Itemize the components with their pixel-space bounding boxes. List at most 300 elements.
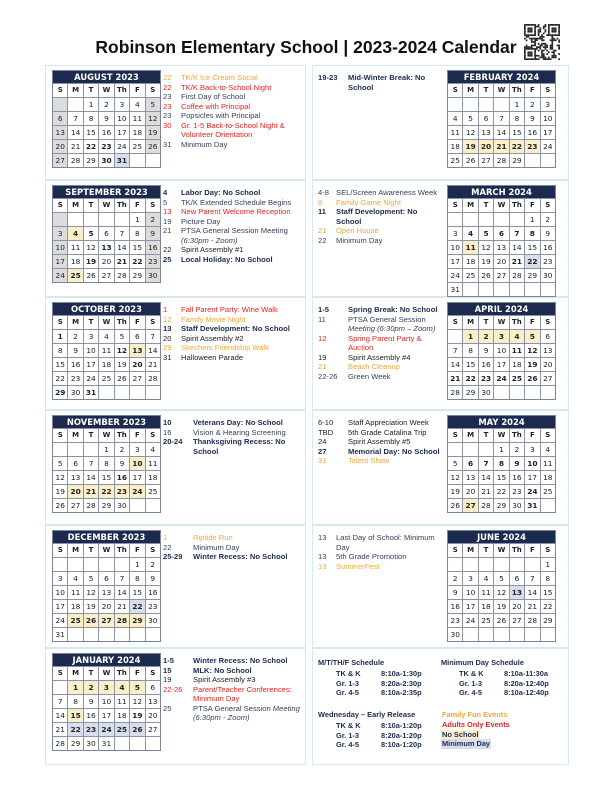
weekday-header: Th [115, 316, 129, 329]
day-cell [448, 443, 462, 456]
weekday-header: T [479, 316, 493, 329]
day-cell: 21 [525, 600, 539, 613]
day-cell [494, 283, 508, 296]
day-cell: 18 [146, 471, 160, 484]
event-date: 22 [163, 542, 172, 552]
weekday-header: T [84, 199, 98, 212]
day-cell: 23 [479, 372, 493, 385]
day-cell: 3 [99, 681, 113, 694]
weekday-header: Th [115, 667, 129, 680]
event-text: Winter Recess: No School [193, 656, 288, 665]
day-cell [99, 386, 113, 399]
day-cell: 5 [448, 457, 462, 470]
legend-no-school: No School [442, 729, 479, 739]
weekday-header: F [130, 429, 144, 442]
day-cell: 27 [53, 154, 67, 167]
event-list [163, 533, 301, 562]
day-cell: 19 [448, 485, 462, 498]
day-cell: 6 [99, 227, 113, 240]
month-calendar [52, 302, 161, 400]
day-cell: 9 [99, 112, 113, 125]
event-item [318, 418, 442, 428]
weekday-header: Th [510, 199, 524, 212]
day-cell: 10 [53, 241, 67, 254]
weekday-header: M [463, 544, 477, 557]
event-text: Last Day of School: Minimum Day [336, 533, 435, 552]
event-list [163, 305, 301, 362]
day-cell: 2 [525, 98, 539, 111]
day-cell: 30 [448, 628, 462, 641]
event-item [318, 334, 442, 353]
day-cell: 13 [146, 695, 160, 708]
event-title [181, 83, 301, 93]
day-cell: 17 [463, 600, 477, 613]
weekday-header: S [541, 544, 555, 557]
day-cell: 13 [99, 586, 113, 599]
day-cell: 10 [53, 586, 67, 599]
day-cell: 22 [99, 485, 113, 498]
event-title [181, 140, 301, 150]
day-cell: 22 [68, 723, 82, 736]
schedule-row: TK & K 8:10a-1:30p [336, 668, 422, 678]
event-title [348, 428, 442, 438]
day-cell: 2 [479, 330, 493, 343]
day-cell: 17 [541, 126, 555, 139]
day-cell: 12 [463, 126, 477, 139]
day-cell: 25 [541, 485, 555, 498]
weekday-header: M [68, 667, 82, 680]
event-text: PTSA General Session Meeting [181, 226, 288, 235]
month-section [45, 648, 306, 765]
event-title [336, 552, 442, 562]
day-cell [479, 283, 493, 296]
calendar-grid [448, 428, 555, 512]
day-cell: 22 [541, 600, 555, 613]
event-date: 4 [163, 188, 168, 197]
event-date: 31 [163, 352, 172, 362]
weekday-header: Th [510, 84, 524, 97]
event-date: 21 [318, 226, 327, 235]
day-cell [68, 98, 82, 111]
day-cell: 12 [84, 241, 98, 254]
calendar-grid [448, 198, 555, 296]
day-cell: 1 [99, 443, 113, 456]
day-cell [130, 737, 144, 750]
day-cell: 2 [510, 443, 524, 456]
event-list [163, 656, 301, 723]
day-cell: 17 [448, 255, 462, 268]
event-text: MLK: No School [193, 665, 252, 675]
event-text: Winter Recess: No School [193, 552, 288, 561]
day-cell: 4 [479, 572, 493, 585]
day-cell: 20 [68, 485, 82, 498]
event-date: 19 [318, 352, 327, 362]
day-cell: 30 [510, 499, 524, 512]
day-cell: 31 [99, 737, 113, 750]
day-cell [525, 386, 539, 399]
event-item [318, 236, 442, 246]
day-cell: 26 [146, 140, 160, 153]
day-cell: 17 [115, 126, 129, 139]
event-item [318, 552, 442, 562]
weekday-header: S [146, 429, 160, 442]
day-cell [479, 98, 493, 111]
day-cell: 9 [525, 112, 539, 125]
weekday-header: F [130, 667, 144, 680]
day-cell: 30 [84, 737, 98, 750]
day-cell: 7 [115, 572, 129, 585]
event-title [181, 315, 301, 325]
day-cell: 27 [541, 372, 555, 385]
day-cell: 25 [115, 723, 129, 736]
event-list [318, 188, 442, 245]
event-title [193, 533, 301, 543]
event-item [318, 456, 442, 466]
day-cell: 27 [479, 154, 493, 167]
day-cell: 28 [525, 614, 539, 627]
day-cell: 8 [99, 457, 113, 470]
day-cell: 21 [479, 485, 493, 498]
day-cell: 8 [68, 695, 82, 708]
weekday-header: T [84, 84, 98, 97]
day-cell: 14 [53, 709, 67, 722]
event-list [163, 188, 301, 264]
day-cell: 25 [146, 485, 160, 498]
event-item [318, 198, 442, 208]
day-cell: 23 [510, 485, 524, 498]
day-cell: 1 [525, 213, 539, 226]
event-item [163, 188, 301, 198]
day-cell: 31 [53, 628, 67, 641]
weekday-header: M [463, 316, 477, 329]
day-cell: 26 [84, 269, 98, 282]
day-cell: 20 [510, 600, 524, 613]
day-cell: 15 [53, 358, 67, 371]
day-cell: 16 [99, 126, 113, 139]
day-cell: 10 [541, 112, 555, 125]
event-date: 22-26 [163, 684, 183, 694]
day-cell: 26 [115, 372, 129, 385]
day-cell: 9 [448, 586, 462, 599]
month-calendar [447, 185, 556, 297]
legend-family-events: Family Fun Events [442, 710, 508, 719]
event-text: 5th Grade Promotion [336, 552, 407, 561]
schedule-legend-box [312, 648, 569, 765]
day-cell: 11 [68, 241, 82, 254]
day-cell: 16 [525, 126, 539, 139]
day-cell [510, 386, 524, 399]
day-cell: 14 [68, 126, 82, 139]
day-cell: 18 [68, 600, 82, 613]
event-text: Minimum Day [336, 235, 383, 245]
event-date: 25-29 [163, 552, 183, 561]
day-cell: 24 [115, 140, 129, 153]
day-cell [541, 386, 555, 399]
weekday-header: M [463, 429, 477, 442]
event-text: Spirit Assembly #3 [193, 675, 256, 684]
day-cell [448, 98, 462, 111]
event-date: 4-8 [318, 188, 329, 197]
day-cell [84, 558, 98, 571]
event-text: PTSA General Session [348, 314, 426, 324]
event-text: New Parent Welcome Reception [181, 207, 291, 216]
day-cell: 10 [525, 457, 539, 470]
day-cell: 12 [146, 112, 160, 125]
event-item [163, 685, 301, 704]
day-cell: 2 [68, 330, 82, 343]
day-cell: 19 [146, 126, 160, 139]
day-cell: 24 [541, 140, 555, 153]
day-cell: 14 [146, 344, 160, 357]
weekday-header: F [525, 84, 539, 97]
event-item [163, 666, 301, 676]
event-text: Skechers Friendship Walk [181, 343, 269, 352]
event-list [318, 73, 442, 92]
month-section [45, 180, 306, 297]
weekday-header: W [494, 544, 508, 557]
event-list [318, 533, 442, 571]
day-cell: 15 [525, 241, 539, 254]
event-text: Vision & Hearing Screening [193, 427, 286, 437]
weekday-header: F [130, 199, 144, 212]
event-text: Riptide Run [193, 533, 233, 542]
day-cell [99, 213, 113, 226]
event-item [163, 334, 301, 344]
event-item [163, 92, 301, 102]
event-date: 13 [163, 324, 172, 333]
event-text: Parent/Teacher Conferences: Minimum Day [193, 684, 292, 703]
day-cell: 22 [494, 485, 508, 498]
day-cell: 23 [146, 600, 160, 613]
day-cell: 14 [115, 241, 129, 254]
day-cell: 27 [99, 269, 113, 282]
day-cell: 11 [448, 126, 462, 139]
schedule-row: Gr. 1-3 8:20a-1:20p [336, 730, 422, 740]
day-cell: 16 [84, 709, 98, 722]
day-cell: 8 [510, 112, 524, 125]
day-cell: 29 [68, 737, 82, 750]
day-cell: 29 [463, 386, 477, 399]
month-title: OCTOBER 2023 [53, 303, 160, 315]
day-cell [53, 443, 67, 456]
day-cell: 21 [494, 140, 508, 153]
event-item [163, 217, 301, 227]
weekday-header: S [541, 316, 555, 329]
event-title [348, 372, 442, 382]
event-text: Popsicles with Principal [181, 111, 261, 120]
day-cell: 17 [525, 471, 539, 484]
weekday-header: M [68, 84, 82, 97]
event-date: 11 [318, 314, 326, 324]
day-cell: 25 [463, 269, 477, 282]
month-calendar [52, 185, 161, 283]
day-cell [99, 628, 113, 641]
day-cell: 28 [448, 386, 462, 399]
event-date: 27 [318, 446, 327, 456]
event-text: Spirit Assembly #4 [348, 352, 411, 362]
event-title [348, 362, 442, 372]
day-cell: 21 [448, 372, 462, 385]
event-title [193, 675, 301, 685]
day-cell: 6 [146, 681, 160, 694]
day-cell [130, 499, 144, 512]
day-cell: 30 [541, 269, 555, 282]
day-cell: 1 [463, 330, 477, 343]
day-cell: 18 [541, 471, 555, 484]
event-item [163, 245, 301, 255]
event-item [318, 207, 442, 226]
day-cell: 16 [115, 471, 129, 484]
month-section [312, 180, 569, 297]
day-cell: 31 [525, 499, 539, 512]
day-cell: 22 [463, 372, 477, 385]
event-title [193, 428, 301, 438]
weekday-header: S [146, 667, 160, 680]
event-item [163, 353, 301, 363]
calendar-grid [448, 315, 555, 399]
event-date: 1-5 [163, 656, 174, 665]
event-item [163, 533, 301, 543]
day-cell: 28 [68, 154, 82, 167]
weekday-header: Th [115, 84, 129, 97]
day-cell: 14 [494, 126, 508, 139]
day-cell: 26 [463, 154, 477, 167]
weekday-header: S [541, 199, 555, 212]
weekday-header: T [479, 429, 493, 442]
day-cell: 8 [525, 227, 539, 240]
event-date: 20-24 [163, 437, 183, 446]
schedule-row: Gr. 4-5 8:10a-12:40p [459, 688, 549, 698]
day-cell: 18 [479, 600, 493, 613]
day-cell: 23 [115, 485, 129, 498]
legend-adults-events: Adults Only Events [442, 719, 510, 729]
day-cell: 30 [99, 154, 113, 167]
day-cell [115, 213, 129, 226]
calendar-grid [448, 83, 555, 167]
event-title [193, 704, 301, 723]
day-cell: 10 [130, 457, 144, 470]
day-cell: 24 [448, 269, 462, 282]
day-cell [463, 443, 477, 456]
event-date: 25 [163, 703, 172, 713]
event-text: Picture Day [181, 216, 221, 226]
schedule-row: Gr. 4-5 8:10a-2:35p [336, 688, 422, 698]
day-cell: 25 [68, 614, 82, 627]
month-section [312, 65, 569, 180]
event-text: Spirit Assembly #1 [181, 245, 244, 254]
day-cell [448, 213, 462, 226]
month-calendar [52, 415, 161, 513]
day-cell: 8 [463, 344, 477, 357]
day-cell [510, 558, 524, 571]
day-cell: 4 [130, 98, 144, 111]
event-date: 13 [318, 552, 327, 561]
event-date: 16 [163, 427, 172, 437]
event-text: Beach Cleanup [348, 362, 400, 371]
event-item [163, 704, 301, 723]
day-cell: 21 [68, 140, 82, 153]
day-cell: 2 [146, 213, 160, 226]
day-cell: 22 [130, 600, 144, 613]
event-title [348, 305, 442, 315]
schedule-title: Wednesday – Early Release [318, 710, 416, 719]
day-cell: 20 [146, 709, 160, 722]
event-list [163, 418, 301, 456]
day-cell: 14 [510, 241, 524, 254]
month-section [312, 410, 569, 525]
event-date: 12 [318, 333, 327, 343]
weekday-header: S [448, 84, 462, 97]
day-cell: 8 [53, 344, 67, 357]
day-cell: 21 [115, 600, 129, 613]
day-cell: 11 [510, 344, 524, 357]
calendar-grid [53, 666, 160, 750]
weekday-header: S [146, 544, 160, 557]
calendar-grid [53, 198, 160, 282]
day-cell [115, 558, 129, 571]
event-item [318, 533, 442, 552]
day-cell: 2 [448, 572, 462, 585]
event-item [163, 140, 301, 150]
weekday-header: T [479, 544, 493, 557]
event-text: Spring Parent Party & Auction [348, 333, 422, 352]
event-item [318, 188, 442, 198]
weekday-header: M [463, 199, 477, 212]
day-cell: 11 [115, 695, 129, 708]
weekday-header: Th [510, 316, 524, 329]
event-text: TK/K Ice Cream Social [181, 73, 258, 82]
day-cell: 27 [494, 269, 508, 282]
event-title [348, 73, 442, 92]
event-item [163, 428, 301, 438]
day-cell: 27 [510, 614, 524, 627]
event-date: 8 [318, 197, 323, 207]
day-cell: 1 [510, 98, 524, 111]
schedule-row: TK & K 8:10a-11:30a [459, 668, 548, 678]
day-cell: 28 [84, 499, 98, 512]
day-cell [84, 628, 98, 641]
event-title [336, 533, 442, 552]
event-item [163, 418, 301, 428]
event-title [348, 334, 442, 353]
day-cell [84, 213, 98, 226]
day-cell: 4 [448, 112, 462, 125]
event-text: Green Week [348, 371, 391, 381]
day-cell: 6 [53, 112, 67, 125]
day-cell: 26 [448, 499, 462, 512]
day-cell [494, 213, 508, 226]
day-cell: 21 [53, 723, 67, 736]
event-date: 21 [318, 362, 327, 371]
weekday-header: W [99, 199, 113, 212]
day-cell: 3 [494, 330, 508, 343]
day-cell [494, 558, 508, 571]
schedule-title: Minimum Day Schedule [441, 658, 524, 667]
month-calendar [447, 302, 556, 400]
day-cell: 16 [479, 358, 493, 371]
event-title [193, 437, 301, 456]
day-cell: 24 [53, 614, 67, 627]
event-item [163, 102, 301, 112]
event-title [348, 456, 442, 466]
day-cell: 7 [68, 112, 82, 125]
day-cell [53, 558, 67, 571]
day-cell: 24 [525, 485, 539, 498]
day-cell: 13 [494, 241, 508, 254]
event-date: 1 [163, 533, 168, 542]
day-cell: 20 [494, 255, 508, 268]
weekday-header: W [494, 199, 508, 212]
